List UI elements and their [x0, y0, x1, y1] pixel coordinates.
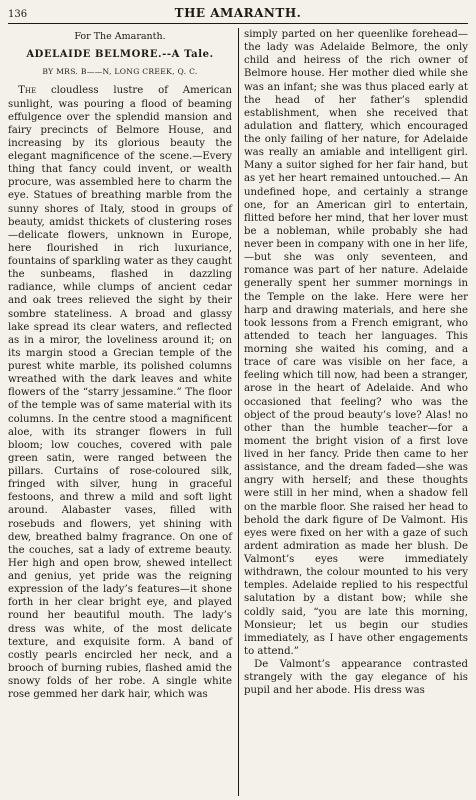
- left-column: [8, 28, 238, 796]
- article-title: ADELAIDE BELMORE.--A Tale.: [26, 49, 214, 61]
- page-header: [8, 6, 468, 24]
- text-columns: [8, 28, 468, 796]
- page-number: 136: [8, 9, 28, 20]
- article-byline: BY MRS. B——N, LONG CREEK, Q. C.: [42, 67, 198, 77]
- paragraph: [8, 84, 232, 701]
- paragraph: simply parted on her queenlike forehead—the lady was Adelaide Belmore, the only child and heiress of the rich owner of Belmore house. Her mother died while she was an infant; she was thus placed early at the head of her father’s splendid establishment, when she received that adulation and flattery, which encouraged the only failing of her nature, for Adelaide was really an amiable and intelligent girl. Many a suitor sighed for her fair hand, but as yet her heart remained untouched.— An undefined hope, and certainly a strange one, for an American girl to entertain, flitted before her mind, that her lover must be a nobleman, while probably she had never been in company with one in her life,—but she was only seventeen, and romance was part of her nature. Adelaide generally spent her summer mornings in the Temple on the lake. Here were her harp and drawing materials, and here she took lessons from a French emigrant, who attended to teach her languages. This morning she waited his coming, and a trace of care was visible on her face, a feeling which till now, had been a stranger, arose in the heart of Adelaide. And who occasioned that feeling? who was the object of the proud beauty’s love? Alas! no other than the humble teacher—for a moment the bright vision of a first love lived in her fancy. Pride then came to her assistance, and the dream faded—she was angry with herself; and these thoughts were still in her mind, when a shadow fell on the marble floor. She raised her head to behold the dark figure of De Valmont. His eyes were fixed on her with a gaze of such ardent admiration as made her blush. De Valmont’s eyes were immediately withdrawn, the colour mounted to his very temples. Adelaide replied to his respectful salutation by a distant bow; while she coldly said, “you are late this morning, Monsieur; let us begin our studies immediately, as I have other engagements to attend.”: [244, 29, 468, 657]
- paragraph: [244, 658, 468, 697]
- for-line: For The Amaranth.: [74, 31, 166, 42]
- paragraph-text: De Valmont’s appearance contrasted strangely with the gay elegance of his pupil and her abode. His dress was: [244, 659, 468, 697]
- first-word: The: [18, 85, 37, 97]
- journal-title: THE AMARANTH.: [174, 6, 302, 20]
- column-divider: [238, 28, 239, 796]
- left-column-text: cloudless lustre of American sunlight, was pouring a flood of beaming effulgence over the splendid mansion and fairy precincts of Belmore House, and increasing by its glorious beauty the elegant magnificence of the scene.—Every thing that fancy could invent, or wealth procure, was assembled here to charm the eye. Statues of breathing marble from the sunny shores of Italy, stood in groups of beauty, amidst thickets of clustering roses—delicate flowers, unknown in Europe, here flourished in rich luxuriance, fountains of sparkling water as they caught the sunbeams, flashed in dazzling radiance, while clumps of ancient cedar and oak trees relieved the sight by their sombre stateliness. A broad and glassy lake spread its clear waters, and reflected as in a miror, the loveliness around it; on its margin stood a Grecian temple of the purest white marble, its polished columns wreathed with the dark leaves and white flowers of the “starry jessamine.” The floor of the temple was of same material with its columns. In the centre stood a magnificent aloe, with its stranger flowers in full bloom; low couches, covered with pale green satin, were ranged between the pillars. Curtains of rose-coloured silk, fringed with silver, hung in graceful festoons, and threw a mild and soft light around. Alabaster vases, filled with rosebuds and flowers, yet shining with dew, breathed balmy fragrance. On one of the couches, sat a lady of extreme beauty. Her high and open brow, shewed intellect and genius, yet pride was the reigning expression of the lady’s features—it shone forth in her clear bright eye, and played round her beautiful mouth. The lady’s dress was white, of the most delicate texture, and exquisite form. A band of costly pearls encircled her neck, and a brooch of burning rubies, flashed amid the snowy folds of her robe. A single white rose gemmed her dark hair, which was: [8, 85, 232, 701]
- right-column: [238, 28, 468, 796]
